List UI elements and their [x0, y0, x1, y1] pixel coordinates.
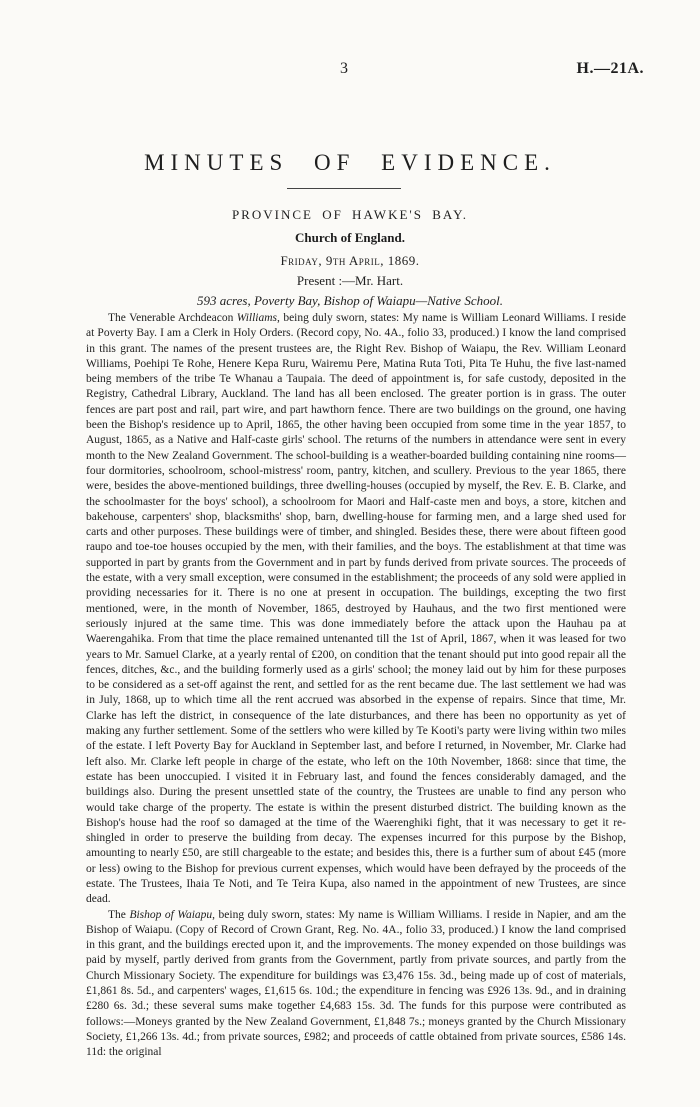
evidence-text: , being duly sworn, states: My name is William Williams. I reside in Napier, and am the Bishop of Waiapu. (Copy of Record of Crown Grant, Reg. No. 4A., folio 33, produced.) I know the land comprised in this grant, and the buildings erected upon it, and the improvements. The money expended on those buildings was paid by myself, partly derived from grants from the Government, partly from private sources, and partly from the Church Missionary Society. The expenditure for buildings was £3,476 15s. 3d., being made up of cost of materials, £1,861 8s. 5d., and carpenters' wages, £1,615 6s. 10d.; the expenditure in fencing was £926 13s. 9d., and in draining £280 6s. 3d.; these several sums make together £4,683 15s. 3d. The funds for this purpose were contributed as follows:—Moneys granted by the New Zealand Government, £1,848 7s.; moneys granted by the Church Missionary Society, £1,266 13s. 4d.; from private sources, £982; and proceeds of cattle obtained from private sources, £586 14s. 11d: the original	[86, 908, 627, 1059]
subject-line: 593 acres, Poverty Bay, Bishop of Waiapu—Native School.	[197, 293, 503, 308]
witness-name: Williams	[236, 312, 278, 324]
title-divider	[287, 188, 401, 189]
evidence-lead: The Venerable Archdeacon	[108, 312, 237, 324]
evidence-paragraph	[86, 908, 626, 1061]
evidence-body	[86, 311, 626, 1061]
evidence-text: , being duly sworn, states: My name is William Leonard Williams. I reside at Poverty Bay. I am a Clerk in Holy Orders. (Record copy, No. 4A., folio 33, produced.) I know the land comprised in this grant. The names of the present trustees are, the Right Rev. Bishop of Waiapu, the Rev. William Leonard Williams, Poehipi Te Rohe, Henere Kepa Ruru, Wairemu Pere, Matina Ruta Toti, Pita Te Huhu, the five last-named being members of the tribe Te Whanau a Taupaia. The deed of appointment is, for safe custody, deposited in the Registry, Cathedral Library, Auckland. The land has all been enclosed. The greater portion is in grass. The outer fences are part post and rail, part wire, and part hawthorn fence. There are two buildings on the ground, one having been the Bishop's residence up to April, 1865, the other having been occupied from some time in the year 1857, to August, 1865, as a Native and Half-caste girls' school. The returns of the numbers in attendance were sent in every month to the New Zealand Government. The school-building is a weather-boarded building containing nine rooms—four dormitories, schoolroom, school-mistress' room, pantry, kitchen, and scullery. Previous to the year 1865, there were, besides the above-mentioned buildings, three dwelling-houses (occupied by myself, the Rev. E. B. Clarke, and the schoolmaster for the boys' school), a schoolroom for Maori and Half-caste men and boys, a store, kitchen and bakehouse, carpenters' shop, blacksmiths' shop, barn, dwelling-house for farming men, and a large shed used for carts and other purposes. These buildings were of timber, and shingled. Besides these, there were about fifteen good raupo and toe-toe houses occupied by the men, with their families, and the boys. The establishment at that time was supported in part by grants from the Government and in part by funds derived from private sources. The proceeds of the estate, with a very small exception, were consumed in the establishment; the proceeds of any sold were applied in providing necessaries for it. There is no one at present in occupation. The buildings, excepting the two first mentioned, were, in the month of November, 1865, destroyed by Hauhaus, and the two first mentioned were seriously injured at the same time. This was done immediately before the attack upon the Hauhau pa at Waerengahika. From that time the place remained untenanted till the 1st of April, 1867, when it was leased for two years to Mr. Samuel Clarke, at a yearly rental of £200, on condition that the tenant should put into good repair all the fences, ditches, &c., and the building formerly used as a girls' school; the money laid out by him for these purposes to be considered as a set-off against the rent, and settled for as the rent became due. The last settlement we had was in July, 1868, up to which time all the rent accrued was absorbed in the expense of repairs. Since that time, Mr. Clarke has left the district, in consequence of the late disturbances, and there has been no opportunity as yet of making any further settlement. Some of the settlers who were killed by Te Kooti's party were living within two miles of the estate. I left Poverty Bay for Auckland in September last, and before I returned, in November, Mr. Clarke had left also. Mr. Clarke left people in charge of the estate, who left on the 10th November, 1868: since that time, the estate has been unoccupied. I visited it in February last, and found the fences considerably damaged, and the buildings also. During the present unsettled state of the country, the Trustees are unable to find any person who would take charge of the property. The estate is within the present disturbed district. The building known as the Bishop's house had the roof so damaged at the time of the Waerenghiki fight, that it was necessary to get it re-shingled in order to preserve the building from decay. The expenses incurred for this purpose by the Bishop, amounting to nearly £50, are still chargeable to the estate; and besides this, there is a further sum of about £45 (more or less) owing to the Bishop for previous current expenses, which would have been defrayed by the proceeds of the estate. The Trustees, Ihaia Te Noti, and Te Teira Kupa, also named in the appointment of new Trustees, are since dead.	[86, 312, 627, 906]
evidence-paragraph	[86, 311, 626, 908]
document-reference: H.—21A.	[576, 60, 644, 77]
page-header	[0, 60, 700, 80]
witness-name: Bishop of Waiapu	[129, 908, 213, 921]
present-line: Present :—Mr. Hart.	[296, 273, 404, 288]
church-heading: Church of England.	[295, 230, 405, 245]
evidence-lead: The	[108, 908, 130, 921]
page-title: MINUTES OF EVIDENCE.	[144, 150, 556, 175]
hearing-date: Friday, 9th April, 1869.	[280, 253, 420, 268]
page-number: 3	[340, 60, 348, 77]
province-heading: PROVINCE OF HAWKE'S BAY.	[231, 207, 469, 222]
